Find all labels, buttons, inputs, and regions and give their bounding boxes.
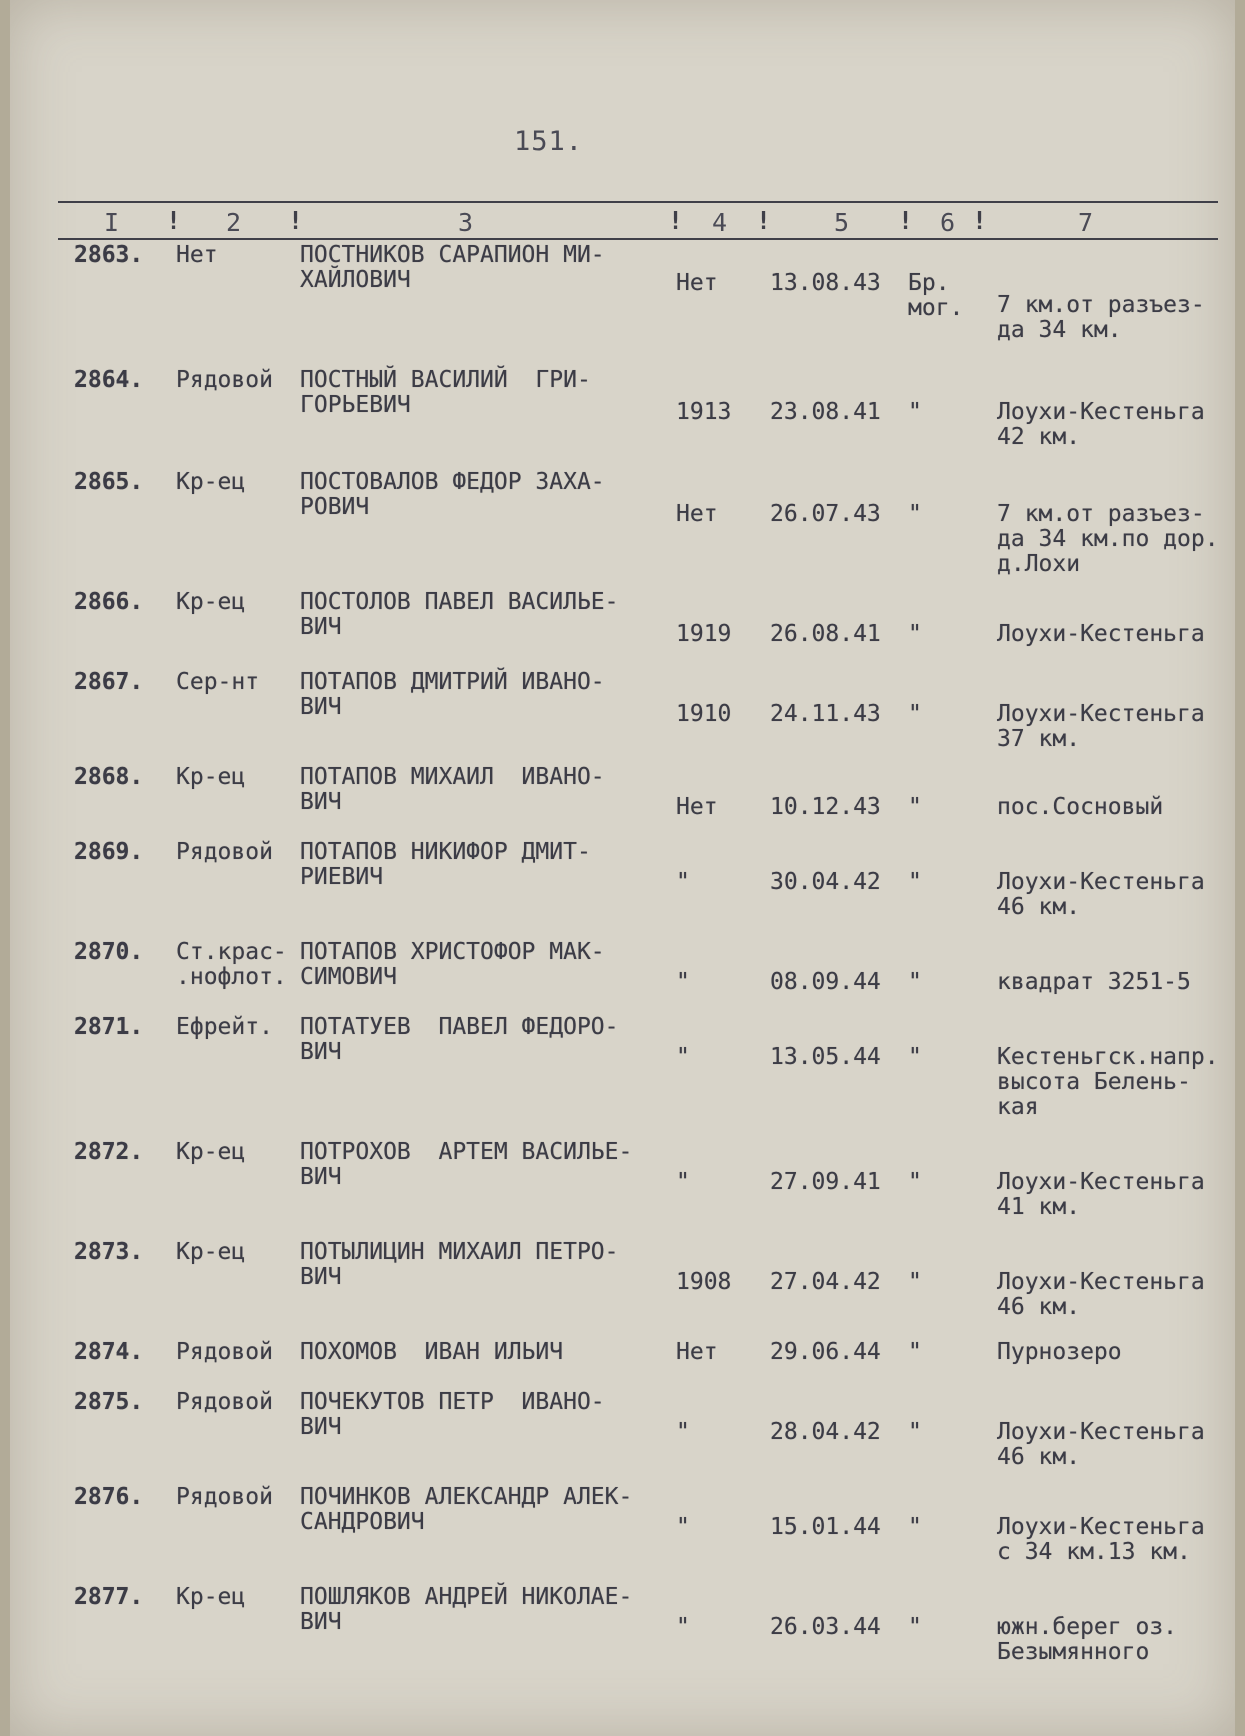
- name-cell: ПОТЫЛИЦИН МИХАИЛ ПЕТРО- ВИЧ: [300, 1239, 619, 1290]
- death-date-cell: 23.08.41: [770, 399, 881, 425]
- burial-type-cell: ": [908, 969, 922, 995]
- rank-cell: Кр-ец: [176, 1584, 246, 1610]
- burial-type-cell: ": [908, 1339, 922, 1365]
- column-separator: !: [898, 206, 914, 235]
- rank-cell: Рядовой: [176, 839, 273, 865]
- birth-year-cell: Нет: [676, 1339, 718, 1365]
- name-cell: ПОШЛЯКОВ АНДРЕЙ НИКОЛАЕ- ВИЧ: [300, 1584, 633, 1635]
- burial-type-cell: ": [908, 1514, 922, 1540]
- birth-year-cell: Нет: [676, 270, 718, 296]
- record-number: 2875.: [74, 1389, 144, 1415]
- birth-year-cell: ": [676, 1169, 690, 1195]
- burial-type-cell: ": [908, 1044, 922, 1070]
- death-date-cell: 26.07.43: [770, 501, 881, 527]
- birth-year-cell: ": [676, 869, 690, 895]
- record-number: 2863.: [74, 242, 144, 268]
- death-date-cell: 13.08.43: [770, 270, 881, 296]
- burial-location-cell: южн.берег оз. Безымянного: [997, 1614, 1178, 1665]
- burial-location-cell: Лоухи-Кестеньга: [997, 621, 1205, 647]
- death-date-cell: 26.03.44: [770, 1614, 881, 1640]
- name-cell: ПОСТНЫЙ ВАСИЛИЙ ГРИ- ГОРЬЕВИЧ: [300, 367, 591, 418]
- column-header-6: 6: [940, 208, 956, 237]
- death-date-cell: 30.04.42: [770, 869, 881, 895]
- burial-type-cell: ": [908, 621, 922, 647]
- rank-cell: Кр-ец: [176, 469, 246, 495]
- name-cell: ПОСТОЛОВ ПАВЕЛ ВАСИЛЬЕ- ВИЧ: [300, 589, 619, 640]
- rank-cell: Кр-ец: [176, 1139, 246, 1165]
- name-cell: ПОЧИНКОВ АЛЕКСАНДР АЛЕК- САНДРОВИЧ: [300, 1484, 633, 1535]
- burial-location-cell: Пурнозеро: [997, 1339, 1122, 1365]
- burial-type-cell: ": [908, 1169, 922, 1195]
- scan-border-right: [1235, 0, 1245, 1736]
- rank-cell: Ст.крас- .нофлот.: [176, 939, 287, 990]
- page-number: 151.: [514, 126, 584, 157]
- name-cell: ПОТАПОВ НИКИФОР ДМИТ- РИЕВИЧ: [300, 839, 591, 890]
- burial-location-cell: 7 км.от разъез- да 34 км.по дор. д.Лохи: [997, 501, 1219, 577]
- record-number: 2868.: [74, 764, 144, 790]
- death-date-cell: 28.04.42: [770, 1419, 881, 1445]
- column-separator: !: [288, 206, 304, 235]
- column-header-3: 3: [458, 208, 474, 237]
- death-date-cell: 15.01.44: [770, 1514, 881, 1540]
- record-number: 2864.: [74, 367, 144, 393]
- record-number: 2876.: [74, 1484, 144, 1510]
- record-number: 2873.: [74, 1239, 144, 1265]
- death-date-cell: 29.06.44: [770, 1339, 881, 1365]
- record-number: 2870.: [74, 939, 144, 965]
- death-date-cell: 08.09.44: [770, 969, 881, 995]
- burial-type-cell: ": [908, 1269, 922, 1295]
- rank-cell: Кр-ец: [176, 589, 246, 615]
- name-cell: ПОТАПОВ ДМИТРИЙ ИВАНО- ВИЧ: [300, 669, 605, 720]
- burial-location-cell: квадрат 3251-5: [997, 969, 1191, 995]
- column-separator: !: [166, 206, 182, 235]
- record-number: 2869.: [74, 839, 144, 865]
- burial-type-cell: ": [908, 794, 922, 820]
- burial-type-cell: ": [908, 399, 922, 425]
- birth-year-cell: Нет: [676, 794, 718, 820]
- column-header-7: 7: [1078, 208, 1094, 237]
- burial-location-cell: Лоухи-Кестеньга 41 км.: [997, 1169, 1205, 1220]
- burial-type-cell: ": [908, 1614, 922, 1640]
- record-number: 2867.: [74, 669, 144, 695]
- birth-year-cell: ": [676, 1514, 690, 1540]
- burial-location-cell: Лоухи-Кестеньга 46 км.: [997, 869, 1205, 920]
- record-number: 2871.: [74, 1014, 144, 1040]
- birth-year-cell: 1910: [676, 701, 732, 727]
- rank-cell: Рядовой: [176, 1389, 273, 1415]
- name-cell: ПОТАТУЕВ ПАВЕЛ ФЕДОРО- ВИЧ: [300, 1014, 619, 1065]
- burial-type-cell: ": [908, 869, 922, 895]
- birth-year-cell: 1913: [676, 399, 732, 425]
- burial-type-cell: ": [908, 701, 922, 727]
- birth-year-cell: ": [676, 1419, 690, 1445]
- name-cell: ПОСТНИКОВ САРАПИОН МИ- ХАЙЛОВИЧ: [300, 242, 605, 293]
- name-cell: ПОТАПОВ ХРИСТОФОР МАК- СИМОВИЧ: [300, 939, 605, 990]
- death-date-cell: 10.12.43: [770, 794, 881, 820]
- death-date-cell: 13.05.44: [770, 1044, 881, 1070]
- burial-location-cell: 7 км.от разъез- да 34 км.: [997, 292, 1205, 343]
- burial-location-cell: Лоухи-Кестеньга 46 км.: [997, 1419, 1205, 1470]
- column-header-2: 2: [226, 208, 242, 237]
- rank-cell: Рядовой: [176, 367, 273, 393]
- name-cell: ПОТАПОВ МИХАИЛ ИВАНО- ВИЧ: [300, 764, 605, 815]
- column-separator: !: [756, 206, 772, 235]
- name-cell: ПОХОМОВ ИВАН ИЛЬИЧ: [300, 1339, 564, 1365]
- column-header-1: I: [104, 208, 120, 237]
- rank-cell: Нет: [176, 242, 218, 268]
- column-header-5: 5: [834, 208, 850, 237]
- burial-location-cell: Кестеньгск.напр. высота Белень- кая: [997, 1044, 1219, 1120]
- birth-year-cell: 1908: [676, 1269, 732, 1295]
- burial-location-cell: Лоухи-Кестеньга 46 км.: [997, 1269, 1205, 1320]
- record-number: 2866.: [74, 589, 144, 615]
- birth-year-cell: 1919: [676, 621, 732, 647]
- rank-cell: Кр-ец: [176, 1239, 246, 1265]
- record-number: 2874.: [74, 1339, 144, 1365]
- burial-type-cell: ": [908, 501, 922, 527]
- name-cell: ПОТРОХОВ АРТЕМ ВАСИЛЬЕ- ВИЧ: [300, 1139, 633, 1190]
- rank-cell: Кр-ец: [176, 764, 246, 790]
- burial-type-cell: ": [908, 1419, 922, 1445]
- column-separator: !: [972, 206, 988, 235]
- birth-year-cell: Нет: [676, 501, 718, 527]
- record-number: 2877.: [74, 1584, 144, 1610]
- death-date-cell: 26.08.41: [770, 621, 881, 647]
- birth-year-cell: ": [676, 969, 690, 995]
- burial-location-cell: Лоухи-Кестеньга 37 км.: [997, 701, 1205, 752]
- column-separator: !: [668, 206, 684, 235]
- death-date-cell: 27.04.42: [770, 1269, 881, 1295]
- rank-cell: Рядовой: [176, 1339, 273, 1365]
- rank-cell: Сер-нт: [176, 669, 260, 695]
- record-number: 2865.: [74, 469, 144, 495]
- death-date-cell: 27.09.41: [770, 1169, 881, 1195]
- burial-location-cell: Лоухи-Кестеньга 42 км.: [997, 399, 1205, 450]
- header-top-rule: [58, 201, 1218, 203]
- name-cell: ПОСТОВАЛОВ ФЕДОР ЗАХА- РОВИЧ: [300, 469, 605, 520]
- burial-location-cell: пос.Сосновый: [997, 794, 1164, 820]
- record-number: 2872.: [74, 1139, 144, 1165]
- scan-border-left: [0, 0, 10, 1736]
- rank-cell: Ефрейт.: [176, 1014, 273, 1040]
- death-date-cell: 24.11.43: [770, 701, 881, 727]
- burial-location-cell: Лоухи-Кестеньга с 34 км.13 км.: [997, 1514, 1205, 1565]
- header-bottom-rule: [58, 238, 1218, 240]
- column-header-4: 4: [712, 208, 728, 237]
- burial-type-cell: Бр. мог.: [908, 270, 964, 321]
- name-cell: ПОЧЕКУТОВ ПЕТР ИВАНО- ВИЧ: [300, 1389, 605, 1440]
- rank-cell: Рядовой: [176, 1484, 273, 1510]
- birth-year-cell: ": [676, 1614, 690, 1640]
- birth-year-cell: ": [676, 1044, 690, 1070]
